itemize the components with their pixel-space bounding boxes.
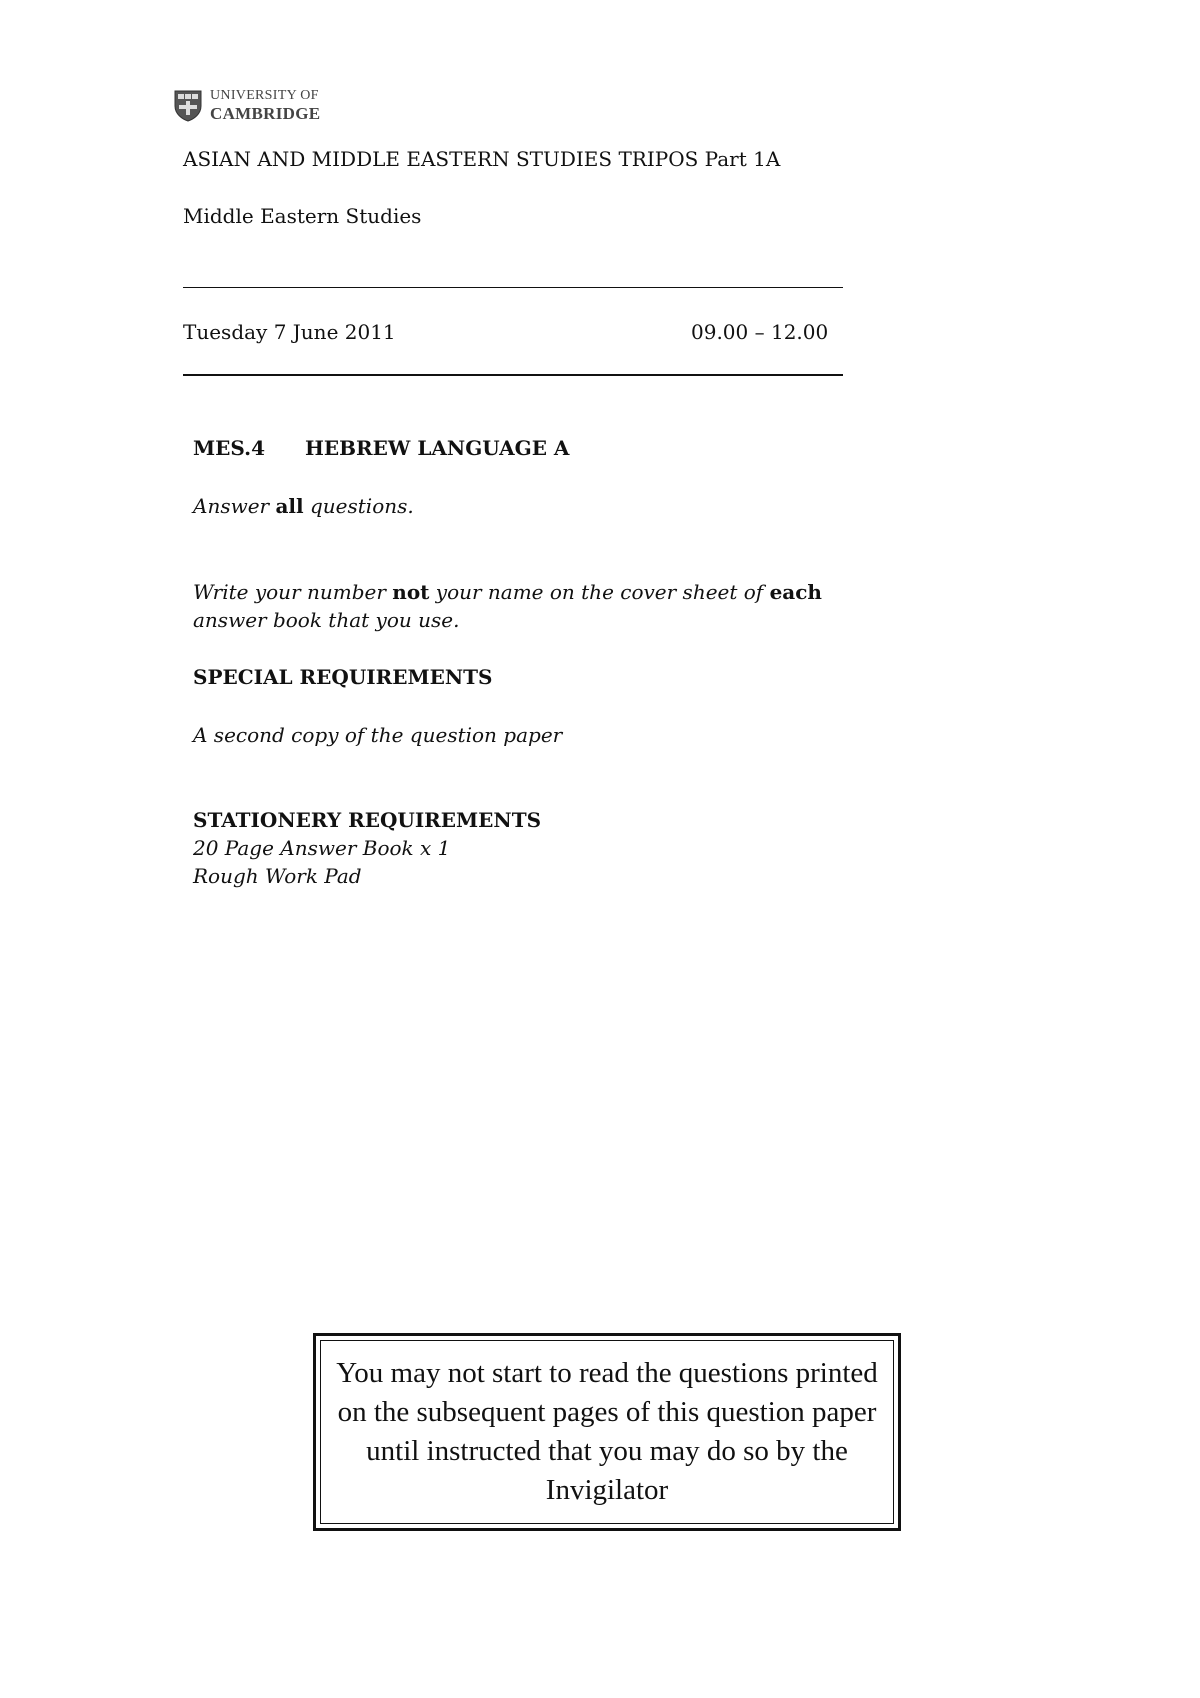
write-instruction-line2: answer book that you use. [193, 608, 460, 632]
invigilator-notice-box [313, 1333, 901, 1531]
invigilator-notice-text: You may not start to read the questions printed on the subsequent pages of this question paper until instructed that you may do so by the Invigilator [320, 1340, 894, 1524]
paper-code: MES.4 [193, 436, 265, 460]
top-rule [183, 287, 843, 288]
logo-line-1: UNIVERSITY OF [210, 88, 319, 103]
crest-icon [174, 90, 202, 122]
subject-title: Middle Eastern Studies [183, 204, 422, 228]
write-instruction: Write your number not your name on the cover sheet of each [193, 580, 822, 604]
exam-time: 09.00 – 12.00 [691, 320, 829, 344]
stationery-requirements-heading: STATIONERY REQUIREMENTS [193, 808, 542, 832]
bottom-rule [183, 374, 843, 376]
logo-line-2: CAMBRIDGE [210, 104, 321, 123]
stationery-item: 20 Page Answer Book x 1 [193, 836, 451, 860]
special-requirements-item: A second copy of the question paper [193, 723, 563, 747]
tripos-title: ASIAN AND MIDDLE EASTERN STUDIES TRIPOS Part 1A [183, 147, 781, 171]
exam-date: Tuesday 7 June 2011 [183, 320, 396, 344]
stationery-item: Rough Work Pad [193, 864, 362, 888]
special-requirements-heading: SPECIAL REQUIREMENTS [193, 665, 493, 689]
paper-title: HEBREW LANGUAGE A [305, 436, 570, 460]
answer-instruction: Answer all questions. [193, 494, 414, 518]
